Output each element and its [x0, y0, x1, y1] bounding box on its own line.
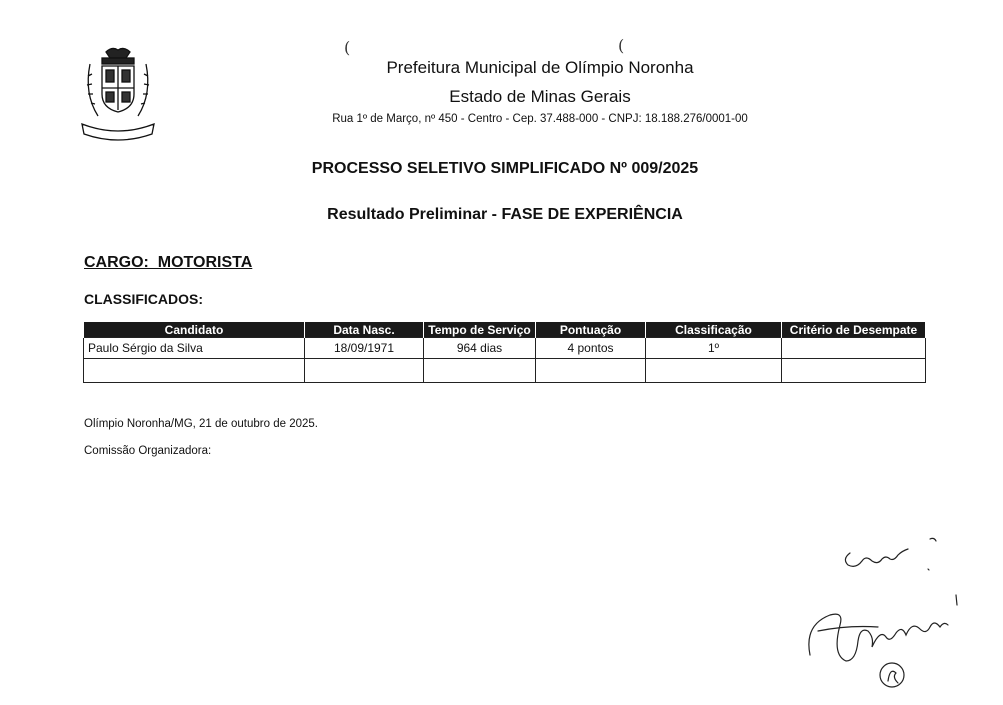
scan-mark: ( — [344, 38, 351, 57]
address-line: Rua 1º de Março, nº 450 - Centro - Cep. 37.488-000 - CNPJ: 18.188.276/0001-00 — [332, 113, 748, 125]
col-header-tempo-servico: Tempo de Serviço — [424, 322, 536, 338]
result-title: Resultado Preliminar - FASE DE EXPERIÊNCIA — [327, 206, 683, 223]
cargo-heading: CARGO: MOTORISTA — [84, 254, 253, 271]
process-title: PROCESSO SELETIVO SIMPLIFICADO Nº 009/2025 — [311, 160, 699, 177]
col-header-pontuacao: Pontuação — [536, 322, 646, 338]
table-header-row — [84, 322, 926, 338]
table-row — [84, 359, 926, 383]
cell-tempo-servico: 964 dias — [424, 338, 536, 359]
municipality-name: Prefeitura Municipal de Olímpio Noronha — [386, 58, 694, 77]
cell-tempo-servico — [424, 359, 536, 383]
cell-criterio — [782, 359, 926, 383]
cell-pontuacao: 4 pontos — [536, 338, 646, 359]
scan-mark: ( — [618, 36, 625, 55]
col-header-data-nasc: Data Nasc. — [305, 322, 424, 338]
comissao-label: Comissão Organizadora: — [84, 445, 212, 457]
coat-of-arms-logo — [78, 44, 158, 148]
table-row — [84, 338, 926, 359]
cell-criterio — [782, 338, 926, 359]
classificados-heading: CLASSIFICADOS: — [84, 291, 203, 307]
cell-data-nasc: 18/09/1971 — [305, 338, 424, 359]
date-line: Olímpio Noronha/MG, 21 de outubro de 2025. — [84, 418, 318, 430]
col-header-candidato: Candidato — [84, 322, 305, 338]
cell-classificacao — [646, 359, 782, 383]
cell-candidato — [84, 359, 305, 383]
cell-data-nasc — [305, 359, 424, 383]
handwritten-signatures — [800, 535, 990, 700]
state-name: Estado de Minas Gerais — [449, 87, 631, 106]
col-header-criterio: Critério de Desempate — [782, 322, 926, 338]
col-header-classificacao: Classificação — [646, 322, 782, 338]
cell-candidato: Paulo Sérgio da Silva — [84, 338, 305, 359]
cell-classificacao: 1º — [646, 338, 782, 359]
cell-pontuacao — [536, 359, 646, 383]
results-table — [83, 322, 926, 383]
